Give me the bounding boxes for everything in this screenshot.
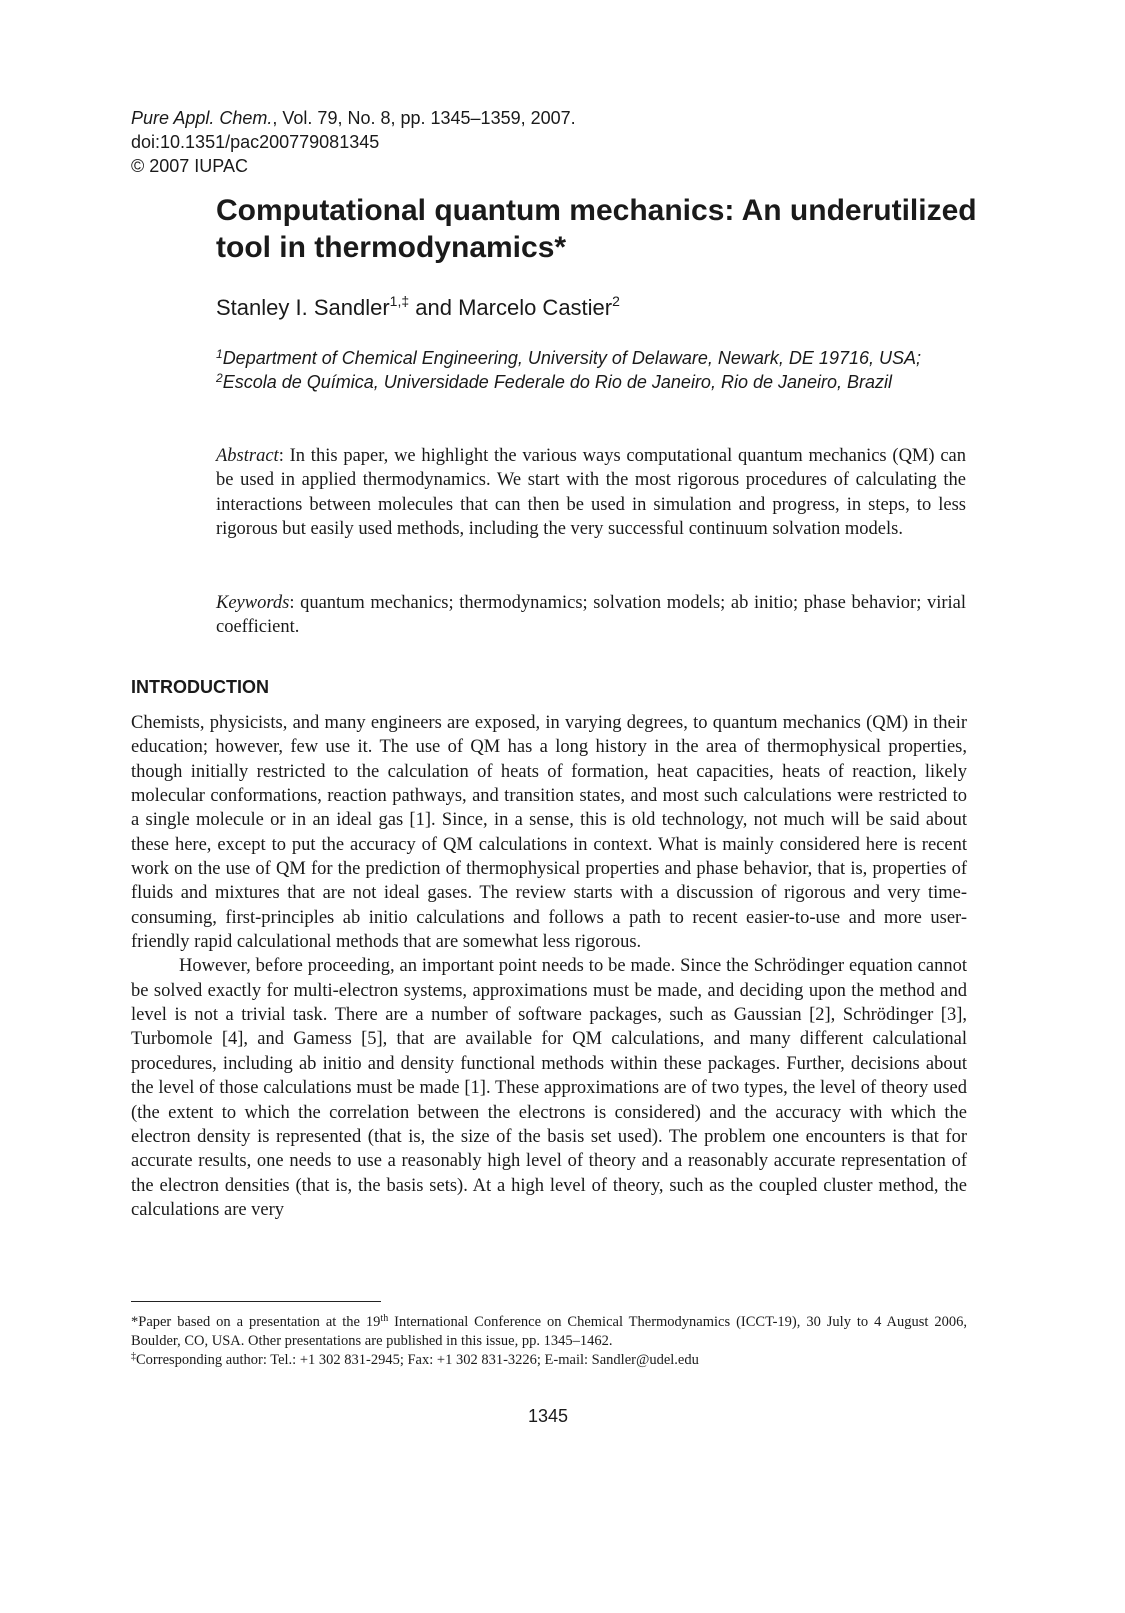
author-2-marks: 2 xyxy=(612,293,620,309)
footnote-1-end: International Conference on Chemical Thermodynamics (ICCT-19), 30 July to 4 August 2006, Boulder, CO, USA. Other presentations are published in this issue, pp. 1345–1462. xyxy=(131,1314,968,1349)
footnote-1-start: *Paper based on a presentation at the 19 xyxy=(131,1314,381,1330)
affiliation-2: Escola de Química, Universidade Federale do Rio de Janeiro, Rio de Janeiro, Brazil xyxy=(222,372,893,392)
footnote-rule xyxy=(131,1301,381,1302)
author-line xyxy=(216,294,620,322)
copyright: © 2007 IUPAC xyxy=(131,156,248,176)
footnote-conference xyxy=(131,1313,967,1351)
footnote-1-sup: th xyxy=(380,1313,389,1324)
volume-pages: , Vol. 79, No. 8, pp. 1345–1359, 2007. xyxy=(272,108,576,128)
journal-name: Pure Appl. Chem. xyxy=(131,108,273,128)
section-heading-introduction: INTRODUCTION xyxy=(131,677,269,697)
affiliation-mark-2: 2 xyxy=(216,371,223,385)
author-2: Marcelo Castier xyxy=(458,295,613,320)
author-1: Stanley I. Sandler xyxy=(216,295,390,320)
keywords xyxy=(216,591,966,640)
page-number: 1345 xyxy=(527,1406,569,1426)
citation-line xyxy=(131,106,831,130)
footnote-2-text: Corresponding author: Tel.: +1 302 831-2945; Fax: +1 302 831-3226; E-mail: Sandler@udel.edu xyxy=(136,1352,699,1368)
introduction-body xyxy=(131,711,967,1222)
footnotes xyxy=(131,1313,967,1370)
footnote-2-mark: ‡ xyxy=(131,1351,136,1362)
journal-header xyxy=(131,106,831,178)
paragraph: Chemists, physicists, and many engineers are exposed, in varying degrees, to quantum mechanics (QM) in their education; however, few use it. The use of QM has a long history in the area of thermophysical properties, though initially restricted to the calculation of heats of formation, heat capacities, heats of reaction, likely molecular conformations, reaction pathways, and transition states, and most such calculations were restricted to a single molecule or in an ideal gas [1]. Since, in a sense, this is old technology, not much will be said about these here, except to put the accuracy of QM calculations in context. What is mainly considered here is recent work on the use of QM for the prediction of thermophysical properties and phase behavior, that is, properties of fluids and mixtures that are not ideal gases. The review starts with a discussion of rigorous and very time-consuming, first-principles ab initio calculations and follows a path to recent easier-to-use and more user-friendly rapid calculational methods that are somewhat less rigorous. xyxy=(131,713,967,953)
author-conjunction: and xyxy=(409,295,459,320)
affiliation-1: Department of Chemical Engineering, University of Delaware, Newark, DE 19716, USA; xyxy=(222,348,921,368)
affiliation-mark-1: 1 xyxy=(216,347,223,361)
abstract xyxy=(216,444,966,541)
abstract-label: Abstract xyxy=(216,446,279,466)
author-1-marks: 1,‡ xyxy=(389,293,410,309)
paragraph: However, before proceeding, an important point needs to be made. Since the Schrödinger equation cannot be solved exactly for multi-electron systems, approximations must be made, and deciding upon the method and level is not a trivial task. There are a number of software packages, such as Gaussian [2], Schrödinger [3], Turbomole [4], and Gamess [5], that are available for QM calculations, and many different calculational procedures, including ab initio and density functional methods within these packages. Further, decisions about the level of those calculations must be made [1]. These approximations are of two types, the level of theory used (the extent to which the correlation between the electrons is considered) and the accuracy with which the electron density is represented (that is, the size of the basis set used). The problem one encounters is that for accurate results, one needs to use a reasonably high level of theory and a reasonably accurate representation of the electron densities (that is, the basis sets). At a high level of theory, such as the coupled cluster method, the calculations are very xyxy=(131,956,967,1220)
keywords-label: Keywords xyxy=(216,593,290,613)
doi: doi:10.1351/pac200779081345 xyxy=(131,132,380,152)
keywords-text: : quantum mechanics; thermodynamics; solvation models; ab initio; phase behavior; virial coefficient. xyxy=(216,593,966,638)
affiliations xyxy=(216,346,986,394)
footnote-corresponding-author xyxy=(131,1351,967,1370)
abstract-text: : In this paper, we highlight the various ways computational quantum mechanics (QM) can be used in applied thermodynamics. We start with the most rigorous procedures of calculating the interactions between molecules that can then be used in simulation and progress, in steps, to less rigorous but easily used methods, including the very successful continuum solvation models. xyxy=(216,446,966,539)
paper-title: Computational quantum mechanics: An underutilized tool in thermodynamics* xyxy=(216,194,977,264)
